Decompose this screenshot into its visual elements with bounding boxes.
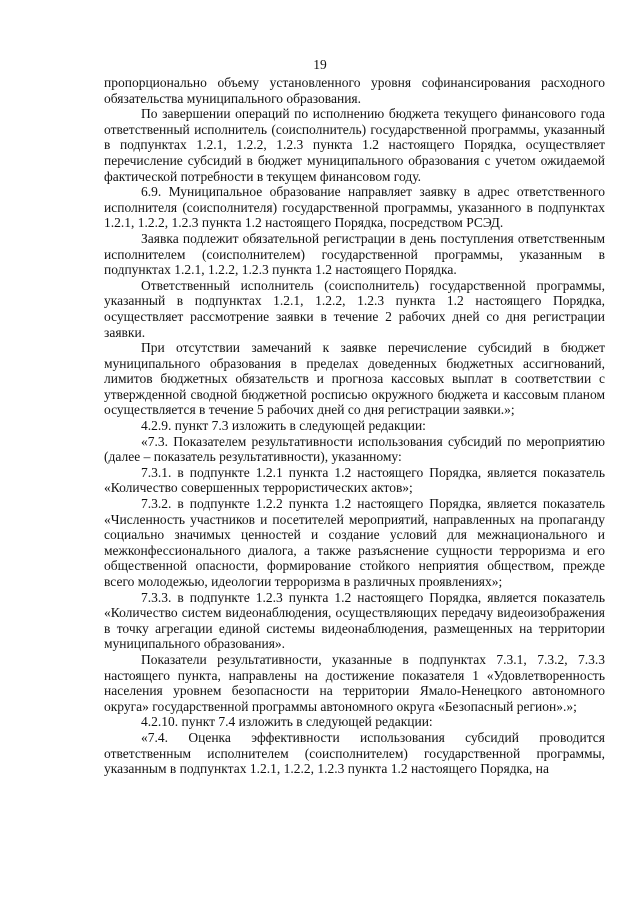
- paragraph: 7.3.1. в подпункте 1.2.1 пункта 1.2 настоящего Порядка, является показатель «Количество совершенных террористических актов»;: [104, 464, 605, 496]
- paragraph: Ответственный исполнитель (соисполнитель) государственной программы, указанный в подпунктах 1.2.1, 1.2.2, 1.2.3 пункта 1.2 настоящего Порядка, осуществляет рассмотрение заявки в течение 2 рабочих дней со дня регистрации заявки.: [104, 277, 605, 340]
- paragraph: «7.4. Оценка эффективности использования субсидий проводится ответственным исполнителем (соисполнителем) государственной программы, указанным в подпунктах 1.2.1, 1.2.2, 1.2.3 пункта 1.2 настоящего Порядка, на: [104, 729, 605, 777]
- document-body: [104, 75, 605, 777]
- paragraph: 7.3.3. в подпункте 1.2.3 пункта 1.2 настоящего Порядка, является показатель «Количество систем видеонаблюдения, осуществляющих передачу видеоизображения в точку агрегации единой системы видеонаблюдения, размещенных на территории муниципального образования».: [104, 589, 605, 652]
- paragraph: 4.2.9. пункт 7.3 изложить в следующей редакции:: [141, 418, 426, 434]
- paragraph: 4.2.10. пункт 7.4 изложить в следующей редакции:: [141, 714, 433, 730]
- paragraph: пропорционально объему установленного уровня софинансирования расходного обязательства муниципального образования.: [104, 75, 605, 106]
- paragraph: По завершении операций по исполнению бюджета текущего финансового года ответственный исполнитель (соисполнитель) государственной программы, указанный в подпунктах 1.2.1, 1.2.2, 1.2.3 пункта 1.2 настоящего Порядка, осуществляет перечисление субсидий в бюджет муниципального образования с учетом ожидаемой фактической потребности в текущем финансовом году.: [104, 106, 605, 184]
- paragraph: Показатели результативности, указанные в подпунктах 7.3.1, 7.3.2, 7.3.3 настоящего пункта, направлены на достижение показателя 1 «Удовлетворенность населения уровнем безопасности на территории Ямало-Ненецкого автономного округа» государственной программы автономного округа «Безопасный регион».»;: [104, 651, 605, 714]
- page-number: 19: [313, 57, 327, 72]
- paragraph: Заявка подлежит обязательной регистрации в день поступления ответственным исполнителем (соисполнителем) государственной программы, указанным в подпунктах 1.2.1, 1.2.2, 1.2.3 пункта 1.2 настоящего Порядка.: [104, 230, 605, 278]
- paragraph: 7.3.2. в подпункте 1.2.2 пункта 1.2 настоящего Порядка, является показатель «Численность участников и посетителей мероприятий, направленных на пропаганду социально значимых ценностей и создание условий для межнационального и межконфессионального диалога, а также разъяснение сущности терроризма и его общественной опасности, формирование стойкого неприятия обществом, прежде всего молодежью, идеологии терроризма в различных проявлениях»;: [104, 496, 605, 589]
- paragraph: 6.9. Муниципальное образование направляет заявку в адрес ответственного исполнителя (соисполнителя) государственной программы, указанного в подпунктах 1.2.1, 1.2.2, 1.2.3 пункта 1.2 настоящего Порядка, посредством РСЭД.: [104, 184, 605, 231]
- paragraph: «7.3. Показателем результативности использования субсидий по мероприятию (далее – показатель результативности), указанному:: [104, 433, 605, 465]
- paragraph: При отсутствии замечаний к заявке перечисление субсидий в бюджет муниципального образования в пределах доведенных бюджетных ассигнований, лимитов бюджетных обязательств и прогноза кассовых выплат в соответствии с утвержденной сводной бюджетной росписью окружного бюджета и кассовым планом осуществляется в течение 5 рабочих дней со дня регистрации заявки.»;: [104, 340, 605, 418]
